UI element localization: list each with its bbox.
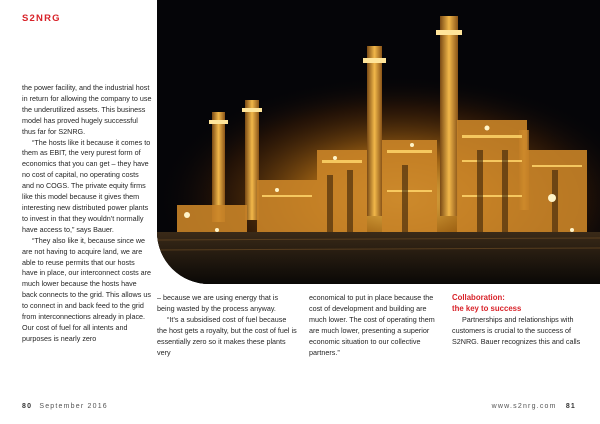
paragraph: the power facility, and the industrial host in return for allowing the company to use the underutilized assets. This business model has proved hugely successful thus far for S2NRG.: [22, 83, 152, 136]
section-heading: Collaboration:: [452, 293, 505, 302]
paragraph: “They also like it, because since we are not having to acquire land, we are able to reuse permits that our hosts have in place, our interconnect costs are much lower because the hosts have back connects to the grid. This allows us to connect in and back feed to the grid from interconnections already in place. Our cost of fuel for all intents and purposes is nearly zero: [22, 235, 152, 343]
folio-left: [22, 403, 108, 410]
paragraph: Partnerships and relationships with customers is crucial to the success of S2NRG. Bauer recognizes this and calls: [452, 314, 581, 346]
power-plant-photo: [157, 0, 600, 284]
website-link[interactable]: www.s2nrg.com: [491, 403, 557, 410]
body-column-3: [309, 293, 439, 358]
page-number: 80: [22, 403, 33, 410]
paragraph: “It’s a subsidised cost of fuel because the host gets a royalty, but the cost of fuel is essentially zero so it makes these plants very: [157, 314, 297, 357]
brand-logo: S2NRG: [22, 13, 61, 24]
paragraph: “The hosts like it because it comes to them as EBIT, the very purest form of economics that you can get – they have no cost of capital, no operating costs and no COGS. The private equity firms like this model because it gives them interesting new distributed power plants to invest in that they wouldn’t normally have access to,” says Bauer.: [22, 137, 151, 234]
section-heading: the key to success: [452, 303, 522, 313]
body-column-2: [157, 293, 297, 358]
paragraph: economical to put in place because the cost of development and building are much lower. The cost of operating them are much lower, presenting a superior economic situation to our collective partners.”: [309, 293, 435, 357]
issue-date: September 2016: [39, 403, 108, 410]
body-column-1: [22, 83, 152, 345]
page-number: 81: [565, 403, 576, 410]
body-column-4: [452, 293, 582, 348]
folio-right: [492, 403, 576, 410]
paragraph: – because we are using energy that is being wasted by the process anyway.: [157, 293, 279, 313]
